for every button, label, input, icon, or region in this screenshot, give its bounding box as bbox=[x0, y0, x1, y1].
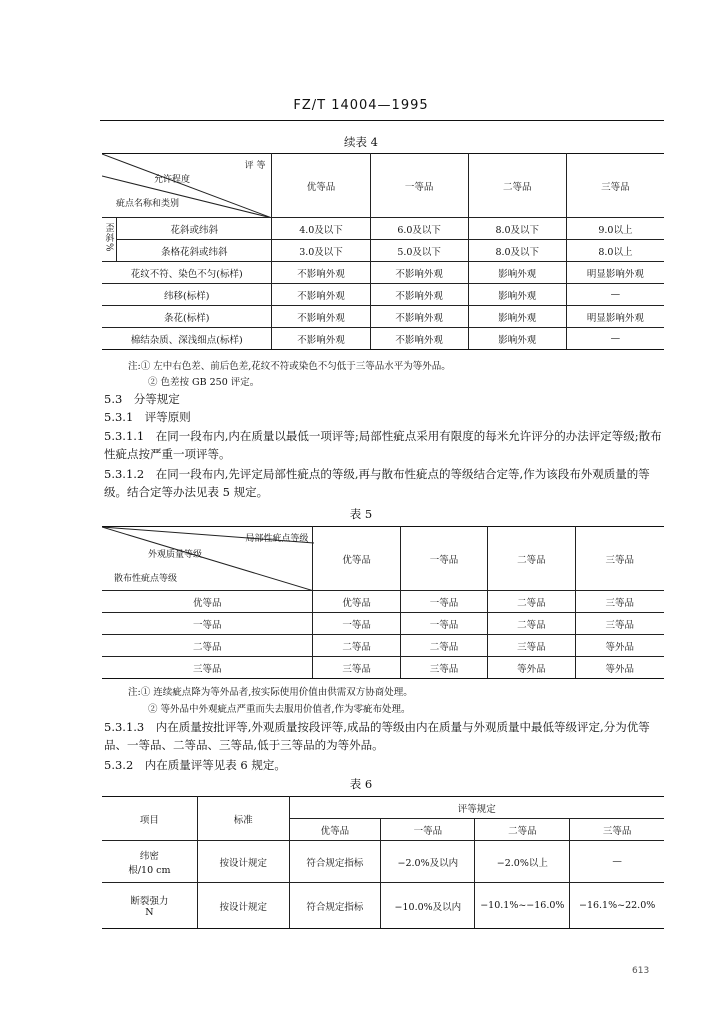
section-heading: 5.3.1 评等原则 bbox=[104, 410, 191, 424]
table6-grade-header: 优等品 bbox=[289, 819, 381, 841]
table6-row-standard: 按设计规定 bbox=[197, 841, 289, 883]
table5-cell: 等外品 bbox=[575, 657, 664, 679]
table5-cell: 一等品 bbox=[400, 613, 487, 635]
table4-cell: 4.0及以下 bbox=[272, 218, 370, 240]
table5 bbox=[102, 526, 664, 679]
table4-cell: 不影响外观 bbox=[272, 306, 370, 328]
table6-item-name: 纬密 bbox=[139, 850, 159, 862]
table4-cell: 6.0及以下 bbox=[370, 218, 468, 240]
section-heading: 5.3.2 内在质量评等见表 6 规定。 bbox=[104, 758, 286, 772]
table5-cell: 一等品 bbox=[400, 591, 487, 613]
table4-grade-header: 一等品 bbox=[370, 154, 468, 218]
table6-item-unit: N bbox=[145, 907, 154, 918]
table5-cell: 二等品 bbox=[488, 613, 575, 635]
table4-cell: 8.0及以下 bbox=[468, 240, 566, 262]
table4-row-name: 条格花斜或纬斜 bbox=[116, 240, 271, 262]
section-heading: 5.3 分等规定 bbox=[104, 392, 180, 406]
table5-caption: 表 5 bbox=[349, 507, 373, 521]
table4-cell: 影响外观 bbox=[468, 306, 566, 328]
table6-col-group: 评等规定 bbox=[289, 797, 664, 819]
table4-cell: — bbox=[566, 328, 664, 350]
table6-cell: −2.0%及以内 bbox=[381, 841, 475, 883]
table4-cell: 不影响外观 bbox=[370, 262, 468, 284]
table6-grade-header: 一等品 bbox=[381, 819, 475, 841]
table4-grade-header: 优等品 bbox=[272, 154, 370, 218]
table6-cell: — bbox=[570, 841, 664, 883]
table4-row-name: 棉结杂质、深浅细点(标样) bbox=[102, 328, 272, 350]
table5-note: 注:① 连续疵点降为等外品者,按实际使用价值由供需双方协商处理。 bbox=[128, 687, 413, 698]
section-paragraph: 5.3.1.2 在同一段布内,先评定局部性疵点的等级,再与散布性疵点的等级结合定等,作为该段布外观质量的等级。结合定等办法见表 5 规定。 bbox=[104, 467, 650, 499]
table4-cell: — bbox=[566, 284, 664, 306]
table4-cell: 不影响外观 bbox=[272, 328, 370, 350]
table4-cell: 5.0及以下 bbox=[370, 240, 468, 262]
table4-cell: 不影响外观 bbox=[370, 284, 468, 306]
table6-cell: 符合规定指标 bbox=[289, 883, 381, 929]
table5-diag-top: 局部性疵点等级 bbox=[245, 534, 309, 544]
table6 bbox=[102, 796, 664, 929]
table5-grade-header: 一等品 bbox=[400, 527, 487, 591]
table4-grade-header: 二等品 bbox=[468, 154, 566, 218]
table4-cell: 影响外观 bbox=[468, 284, 566, 306]
table5-cell: 三等品 bbox=[313, 657, 400, 679]
table6-row-standard: 按设计规定 bbox=[197, 883, 289, 929]
table5-cell: 优等品 bbox=[313, 591, 400, 613]
table5-cell: 等外品 bbox=[488, 657, 575, 679]
table5-grade-header: 优等品 bbox=[313, 527, 400, 591]
table4-diag-top: 评 等 bbox=[244, 161, 266, 171]
table4-row-name: 纬移(标样) bbox=[102, 284, 272, 306]
table6-grade-header: 三等品 bbox=[570, 819, 664, 841]
table5-cell: 二等品 bbox=[400, 635, 487, 657]
table6-item-name: 断裂强力 bbox=[130, 896, 169, 907]
table5-grade-header: 三等品 bbox=[575, 527, 664, 591]
table4-row-name: 花斜或纬斜 bbox=[116, 218, 271, 240]
section-paragraph: 5.3.1.1 在同一段布内,内在质量以最低一项评等;局部性疵点采用有限度的每米允许评分的办法评定等级;散布性疵点按严重一项评等。 bbox=[104, 429, 662, 461]
table5-row-name: 二等品 bbox=[102, 635, 313, 657]
table4-row-name: 花纹不符、染色不匀(标样) bbox=[102, 262, 272, 284]
table4-group-label-cell bbox=[102, 218, 116, 262]
table6-cell: −16.1%~22.0% bbox=[570, 883, 664, 929]
table4-cell: 明显影响外观 bbox=[566, 262, 664, 284]
table5-note: ② 等外品中外观疵点严重而失去服用价值者,作为零疵布处理。 bbox=[148, 704, 411, 715]
table4-cell: 3.0及以下 bbox=[272, 240, 370, 262]
table4-note: ② 色差按 GB 250 评定。 bbox=[148, 377, 260, 388]
table5-cell: 三等品 bbox=[488, 635, 575, 657]
table6-row-item bbox=[102, 841, 197, 883]
table4 bbox=[102, 153, 664, 350]
table5-cell: 三等品 bbox=[400, 657, 487, 679]
table5-cell: 二等品 bbox=[313, 635, 400, 657]
table6-col-standard: 标准 bbox=[197, 797, 289, 841]
table4-cell: 影响外观 bbox=[468, 328, 566, 350]
table4-caption: 续表 4 bbox=[344, 135, 378, 149]
table4-cell: 不影响外观 bbox=[272, 284, 370, 306]
header-rule bbox=[100, 120, 664, 121]
table4-cell: 不影响外观 bbox=[370, 328, 468, 350]
table5-diag-middle: 外观质量等级 bbox=[148, 550, 203, 560]
table5-row-name: 优等品 bbox=[102, 591, 313, 613]
table5-grade-header: 二等品 bbox=[488, 527, 575, 591]
table4-diag-bottom: 疵点名称和类别 bbox=[116, 199, 180, 209]
table5-cell: 一等品 bbox=[313, 613, 400, 635]
table5-diagonal-header bbox=[102, 527, 313, 591]
table4-note: 注:① 左中右色差、前后色差,花纹不符或染色不匀低于三等品水平为等外品。 bbox=[128, 361, 451, 372]
table4-row-name: 条花(标样) bbox=[102, 306, 272, 328]
table4-diagonal-header bbox=[102, 154, 272, 218]
section-paragraph: 5.3.1.3 内在质量按批评等,外观质量按段评等,成品的等级由内在质量与外观质量中最低等级评定,分为优等品、一等品、二等品、三等品,低于三等品的为等外品。 bbox=[104, 720, 650, 752]
table5-cell: 等外品 bbox=[575, 635, 664, 657]
table6-row-item bbox=[102, 883, 197, 929]
table6-cell: 符合规定指标 bbox=[289, 841, 381, 883]
table5-row-name: 一等品 bbox=[102, 613, 313, 635]
table5-cell: 三等品 bbox=[575, 613, 664, 635]
table4-cell: 不影响外观 bbox=[272, 262, 370, 284]
page-number: 613 bbox=[632, 966, 650, 976]
table6-caption: 表 6 bbox=[349, 777, 373, 791]
table4-grade-header: 三等品 bbox=[566, 154, 664, 218]
table5-cell: 三等品 bbox=[575, 591, 664, 613]
table5-row-name: 三等品 bbox=[102, 657, 313, 679]
table6-grade-header: 二等品 bbox=[475, 819, 570, 841]
table4-cell: 9.0以上 bbox=[566, 218, 664, 240]
table4-cell: 不影响外观 bbox=[370, 306, 468, 328]
table4-cell: 8.0及以下 bbox=[468, 218, 566, 240]
table6-item-unit: 根/10 cm bbox=[128, 864, 171, 876]
table4-cell: 8.0以上 bbox=[566, 240, 664, 262]
table6-cell: −2.0%以上 bbox=[475, 841, 570, 883]
standard-id: FZ/T 14004—1995 bbox=[293, 98, 429, 113]
table5-diag-bottom: 散布性疵点等级 bbox=[114, 574, 178, 584]
table6-col-item: 项目 bbox=[102, 797, 197, 841]
table4-cell: 影响外观 bbox=[468, 262, 566, 284]
table4-diag-middle: 允许程度 bbox=[154, 175, 191, 185]
table6-cell: −10.0%及以内 bbox=[381, 883, 475, 929]
table6-cell: −10.1%~−16.0% bbox=[475, 883, 570, 929]
table4-cell: 明显影响外观 bbox=[566, 306, 664, 328]
table4-group-label: 歪斜% bbox=[103, 223, 114, 253]
table5-cell: 二等品 bbox=[488, 591, 575, 613]
